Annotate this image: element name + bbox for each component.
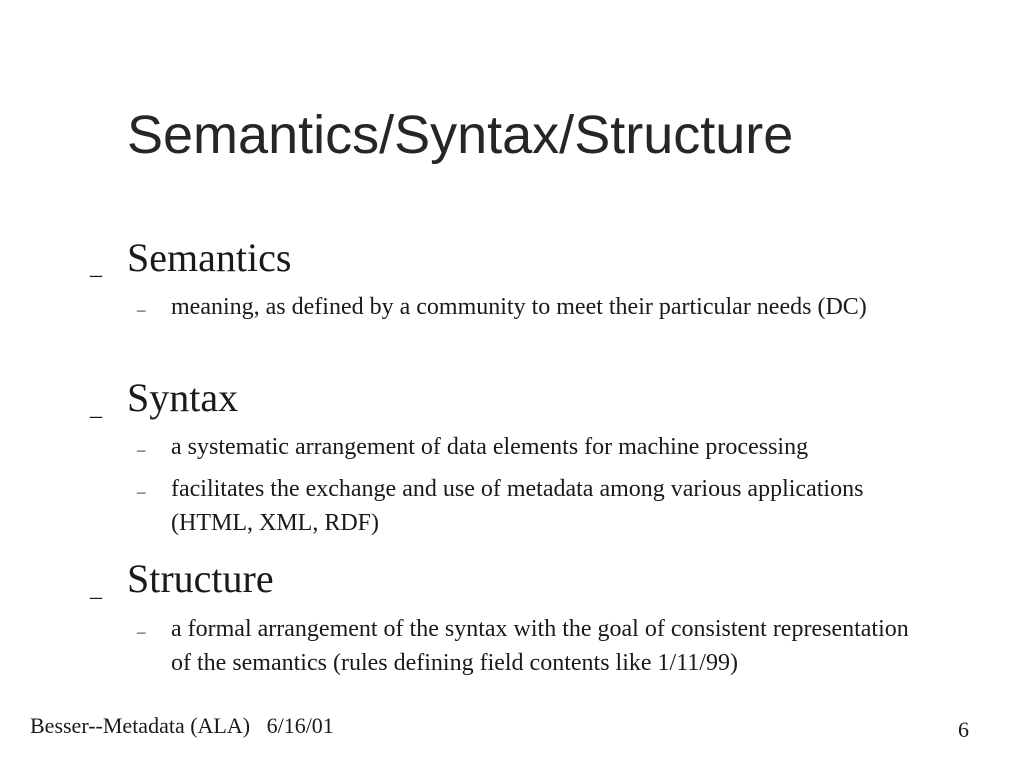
sub-bullet-marker: – <box>137 300 146 319</box>
bullet-label-semantics: Semantics <box>127 235 292 280</box>
slide-title: Semantics/Syntax/Structure <box>127 105 794 165</box>
sub-bullet-text: meaning, as defined by a community to meet their particular needs (DC) <box>171 294 867 320</box>
bullet-label-syntax: Syntax <box>127 375 239 420</box>
sub-bullet-marker: – <box>137 440 146 459</box>
sub-bullet-text: a systematic arrangement of data elements for machine processing <box>171 434 809 460</box>
sub-bullet-text: facilitates the exchange and use of metadata among various applications (HTML, XML, RDF) <box>171 476 864 536</box>
sub-bullet-marker: – <box>137 482 146 501</box>
page-number: 6 <box>958 717 969 742</box>
sub-bullet-text: a formal arrangement of the syntax with the goal of consistent representation of the semantics (rules defining field contents like 1/11/99) <box>171 616 909 676</box>
bullet-marker: _ <box>90 254 102 280</box>
sub-bullet-marker: – <box>137 622 146 641</box>
bullet-label-structure: Structure <box>127 556 274 601</box>
bullet-marker: _ <box>90 576 102 602</box>
footer-text: Besser--Metadata (ALA) 6/16/01 <box>30 713 334 738</box>
bullet-marker: _ <box>90 395 102 421</box>
